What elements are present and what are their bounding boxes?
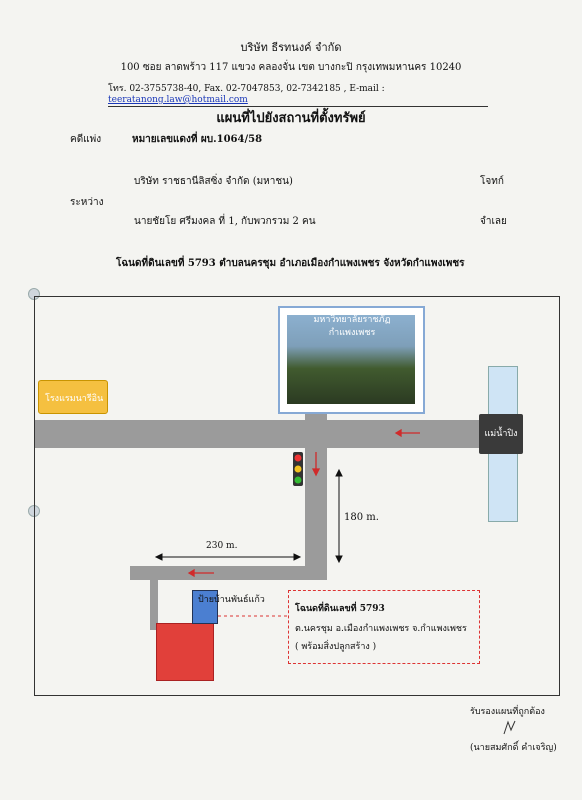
plaintiff-name: บริษัท ราชธานีลิสซิ่ง จำกัด (มหาชน) bbox=[134, 176, 293, 187]
defendant-name: นายชัยโย ศรีมงคล ที่ 1, กับพวกรวม 2 คน bbox=[134, 216, 316, 227]
company-address: 100 ซอย ลาดพร้าว 117 แขวง คลองจั่น เขต บางกะปิ กรุงเทพมหานคร 10240 bbox=[120, 62, 462, 73]
callout-line2: ต.นครชุม อ.เมืองกำแพงเพชร จ.กำแพงเพชร bbox=[295, 624, 467, 634]
distance-vertical-label: 180 m. bbox=[344, 512, 379, 523]
page-title: แผนที่ไปยังสถานที่ตั้งทรัพย์ bbox=[216, 111, 366, 126]
company-name: บริษัท ธีรทนงค์ จำกัด bbox=[240, 41, 342, 54]
defendant-role: จำเลย bbox=[480, 216, 507, 227]
red-number: หมายเลขแดงที่ ผบ.1064/58 bbox=[132, 134, 263, 145]
plaintiff-role: โจทก์ bbox=[480, 176, 504, 187]
signer-name: (นายสมศักดิ์ คำเจริญ) bbox=[470, 743, 557, 753]
river-label: แม่น้ำปิง bbox=[484, 429, 518, 439]
contact-text: โทร. 02-3755738-40, Fax. 02-7047853, 02-7342185 , E-mail : bbox=[108, 84, 385, 94]
target-plot bbox=[156, 623, 214, 681]
traffic-light-icon bbox=[293, 452, 303, 486]
callout-line1: โฉนดที่ดินเลขที่ 5793 bbox=[295, 604, 385, 614]
direction-arrows bbox=[189, 430, 420, 576]
between-label: ระหว่าง bbox=[70, 197, 104, 208]
callout-line3: ( พร้อมสิ่งปลูกสร้าง ) bbox=[295, 642, 377, 652]
deed-line: โฉนดที่ดินเลขที่ 5793 ตำบลนครชุม อำเภอเมืองกำแพงเพชร จังหวัดกำแพงเพชร bbox=[116, 258, 465, 269]
house-label: ป้ายบ้านพันธ์แก้ว bbox=[198, 595, 265, 605]
email-link[interactable]: teeratanong.law@hotmail.com bbox=[108, 95, 248, 105]
case-label: คดีแพ่ง bbox=[70, 134, 102, 145]
university-label: มหาวิทยาลัยราชภัฏ กำแพงเพชร bbox=[313, 315, 391, 338]
hotel-label: โรงแรมนารีอิน bbox=[45, 394, 104, 404]
distance-markers bbox=[156, 470, 342, 562]
deed-callout bbox=[288, 590, 480, 664]
signature-mark bbox=[500, 718, 520, 738]
certify-text: รับรองแผนที่ถูกต้อง bbox=[470, 707, 545, 717]
distance-horizontal-label: 230 m. bbox=[206, 541, 238, 551]
